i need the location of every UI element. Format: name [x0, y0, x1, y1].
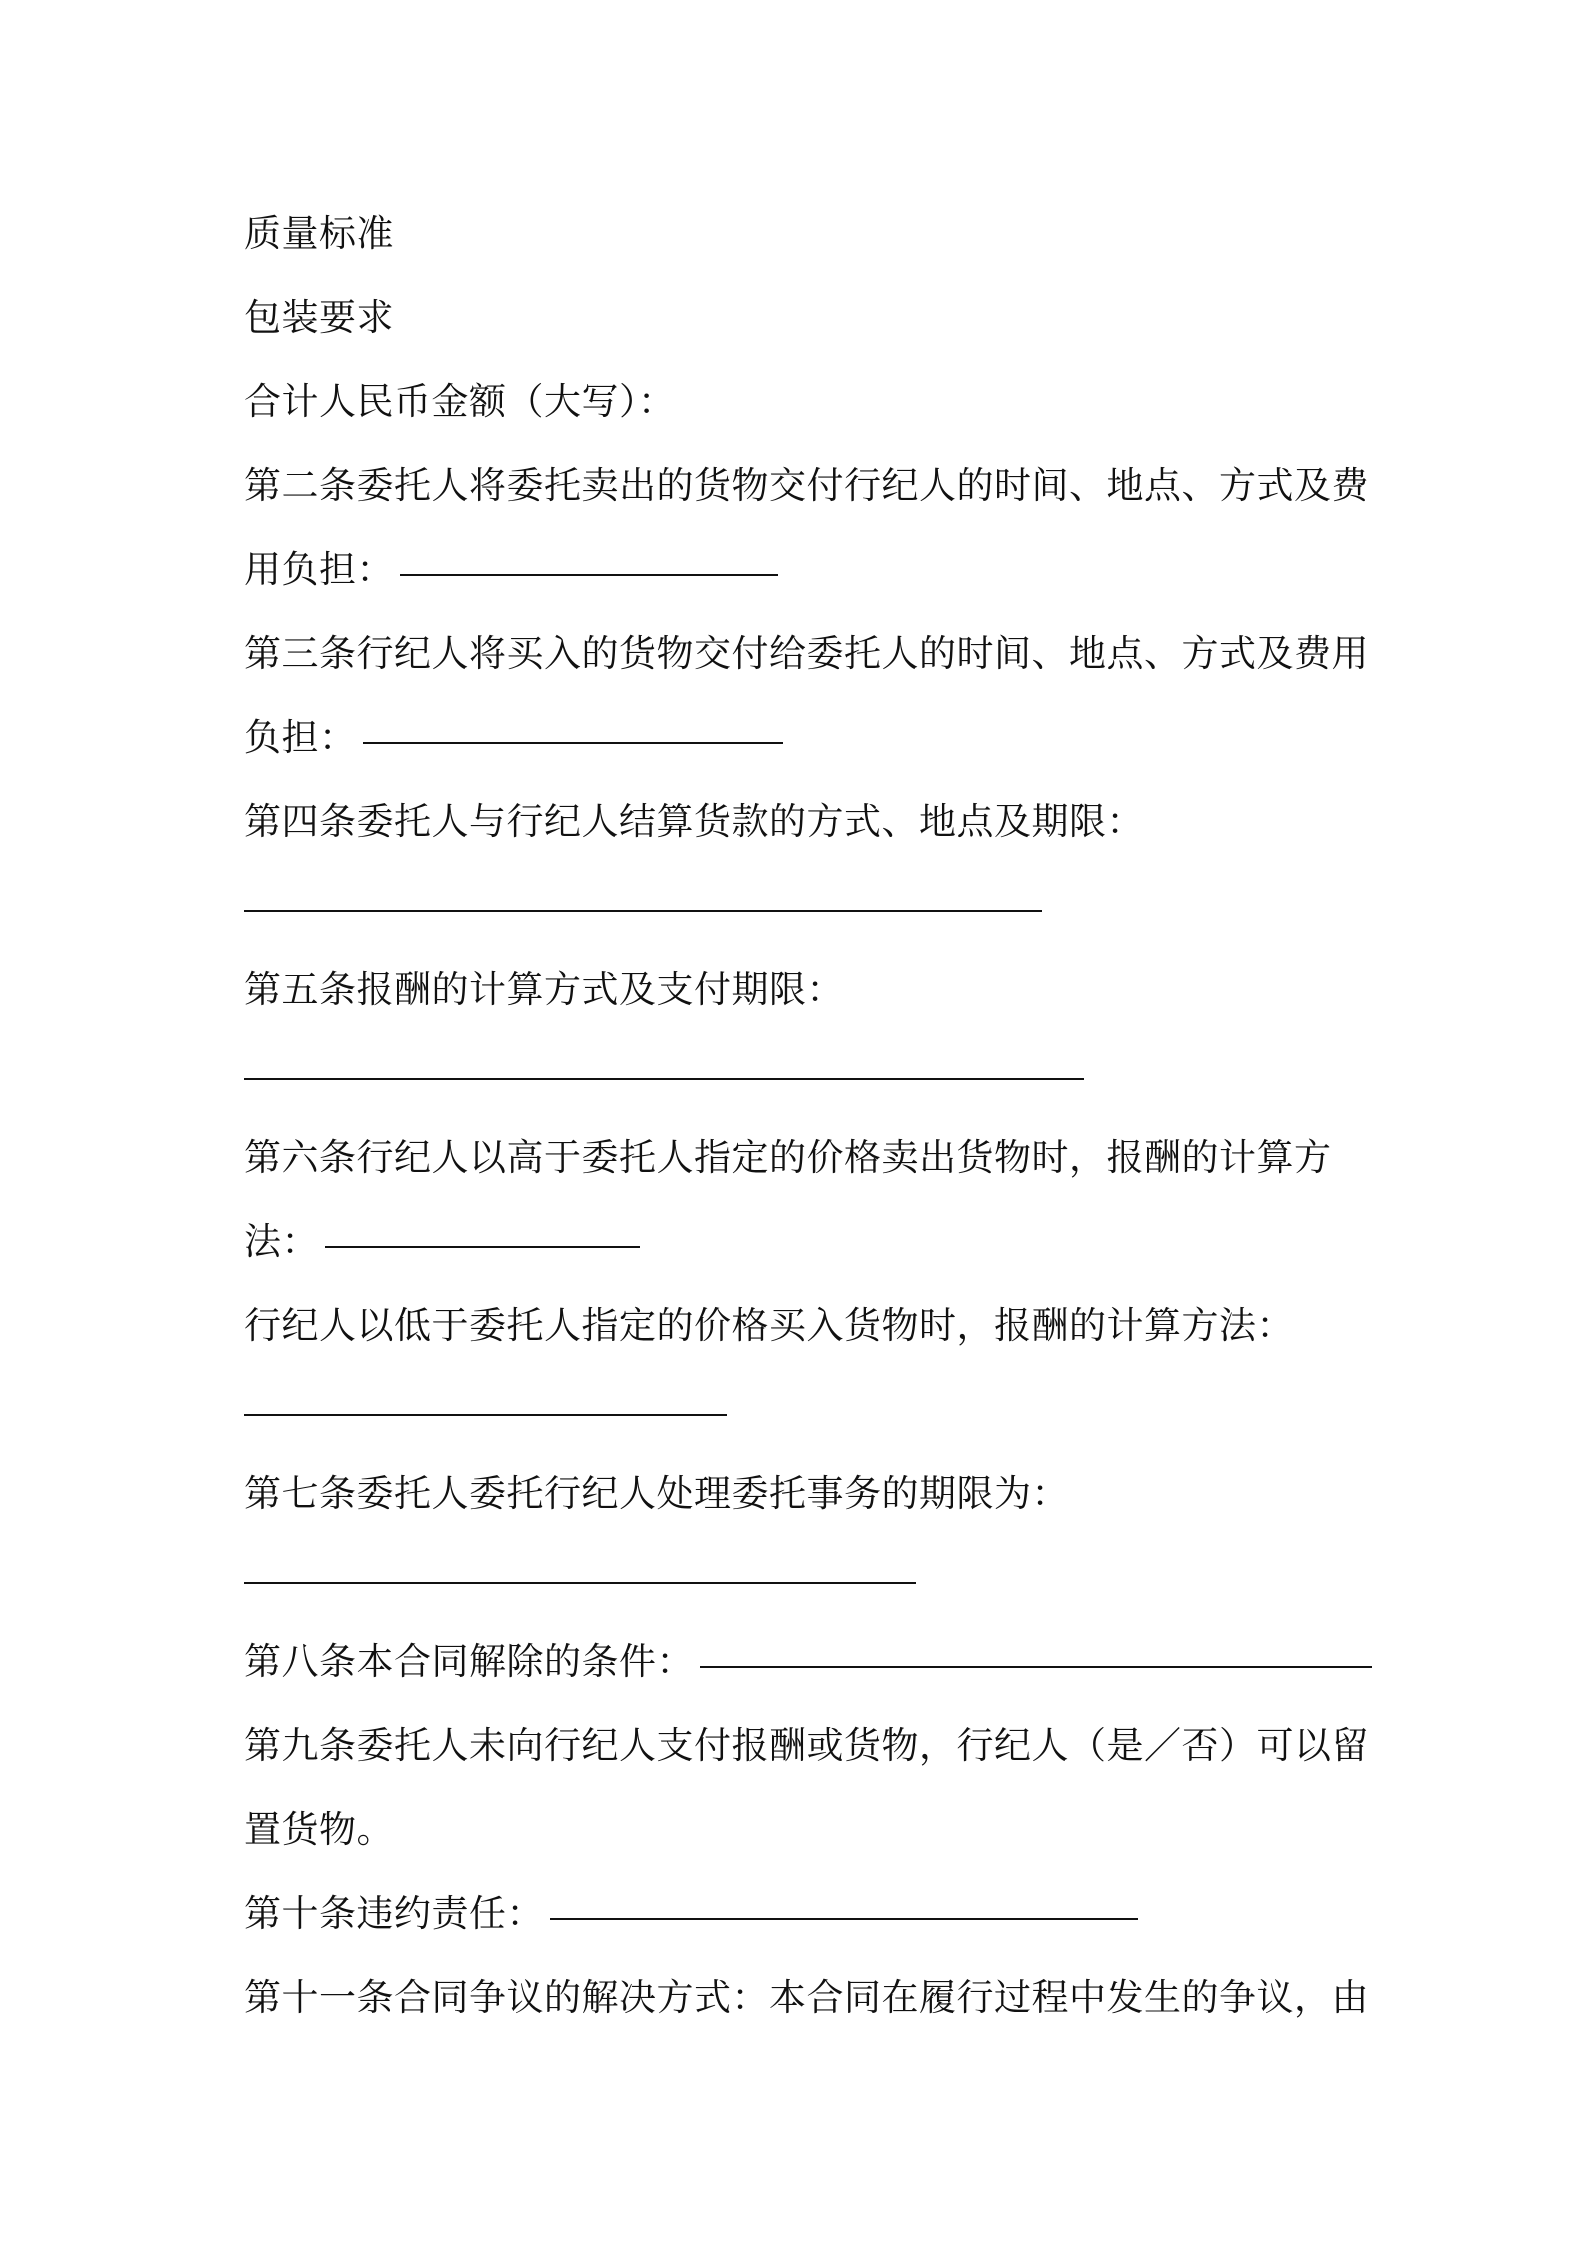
- quality-standard-label: 质量标准: [244, 212, 394, 255]
- line-article-6-buy-blank: [244, 1368, 1364, 1452]
- article-4-text: 第四条委托人与行纪人结算货款的方式、地点及期限：: [244, 800, 1144, 843]
- line-article-11: [244, 1956, 1369, 2040]
- article-2-text: 第二条委托人将委托卖出的货物交付行纪人的时间、地点、方式及费: [244, 464, 1369, 507]
- line-article-7: [244, 1452, 1364, 1536]
- article-10-text: 第十条违约责任：: [244, 1892, 544, 1935]
- line-article-9-cont: [244, 1788, 1364, 1872]
- line-article-3-cont: [244, 696, 1364, 780]
- article-5-text: 第五条报酬的计算方式及支付期限：: [244, 968, 844, 1011]
- line-article-6: [244, 1116, 1364, 1200]
- article-7-blank[interactable]: [244, 1582, 916, 1584]
- line-article-3: [244, 612, 1369, 696]
- article-6-blank[interactable]: [325, 1246, 640, 1248]
- article-10-blank[interactable]: [550, 1918, 1138, 1920]
- line-article-8: [244, 1620, 1364, 1704]
- article-8-text: 第八条本合同解除的条件：: [244, 1640, 694, 1683]
- line-article-7-blank: [244, 1536, 1364, 1620]
- line-article-4-blank: [244, 864, 1364, 948]
- article-7-text: 第七条委托人委托行纪人处理委托事务的期限为：: [244, 1472, 1069, 1515]
- line-article-2: [244, 444, 1369, 528]
- contract-body: [244, 192, 1369, 2040]
- line-quality-standard: [244, 192, 1364, 276]
- line-article-5: [244, 948, 1364, 1032]
- line-article-9: [244, 1704, 1369, 1788]
- article-5-blank[interactable]: [244, 1078, 1084, 1080]
- total-amount-label: 合计人民币金额（大写）：: [244, 380, 676, 423]
- line-article-4: [244, 780, 1364, 864]
- article-3-text: 第三条行纪人将买入的货物交付给委托人的时间、地点、方式及费用: [244, 632, 1369, 675]
- packaging-label: 包装要求: [244, 296, 394, 339]
- line-total-amount: [244, 360, 1364, 444]
- line-article-6-cont: [244, 1200, 1364, 1284]
- article-11-text: 第十一条合同争议的解决方式：本合同在履行过程中发生的争议，由: [244, 1976, 1369, 2019]
- article-8-blank[interactable]: [700, 1666, 1372, 1668]
- article-6-buy-blank[interactable]: [244, 1414, 727, 1416]
- line-article-10: [244, 1872, 1364, 1956]
- line-article-5-blank: [244, 1032, 1364, 1116]
- line-article-2-cont: [244, 528, 1364, 612]
- article-4-blank[interactable]: [244, 910, 1042, 912]
- article-9-text: 第九条委托人未向行纪人支付报酬或货物，行纪人（是／否）可以留: [244, 1724, 1369, 1767]
- line-packaging: [244, 276, 1364, 360]
- article-6-text-cont: 法：: [244, 1220, 319, 1263]
- article-2-blank[interactable]: [400, 574, 778, 576]
- line-article-6-buy: [244, 1284, 1364, 1368]
- article-9-text-cont: 置货物。: [244, 1808, 394, 1851]
- article-6-buy-text: 行纪人以低于委托人指定的价格买入货物时，报酬的计算方法：: [244, 1304, 1294, 1347]
- article-3-blank[interactable]: [363, 742, 783, 744]
- article-2-text-cont: 用负担：: [244, 548, 394, 591]
- article-6-text: 第六条行纪人以高于委托人指定的价格卖出货物时，报酬的计算方: [244, 1136, 1332, 1179]
- article-3-text-cont: 负担：: [244, 716, 357, 759]
